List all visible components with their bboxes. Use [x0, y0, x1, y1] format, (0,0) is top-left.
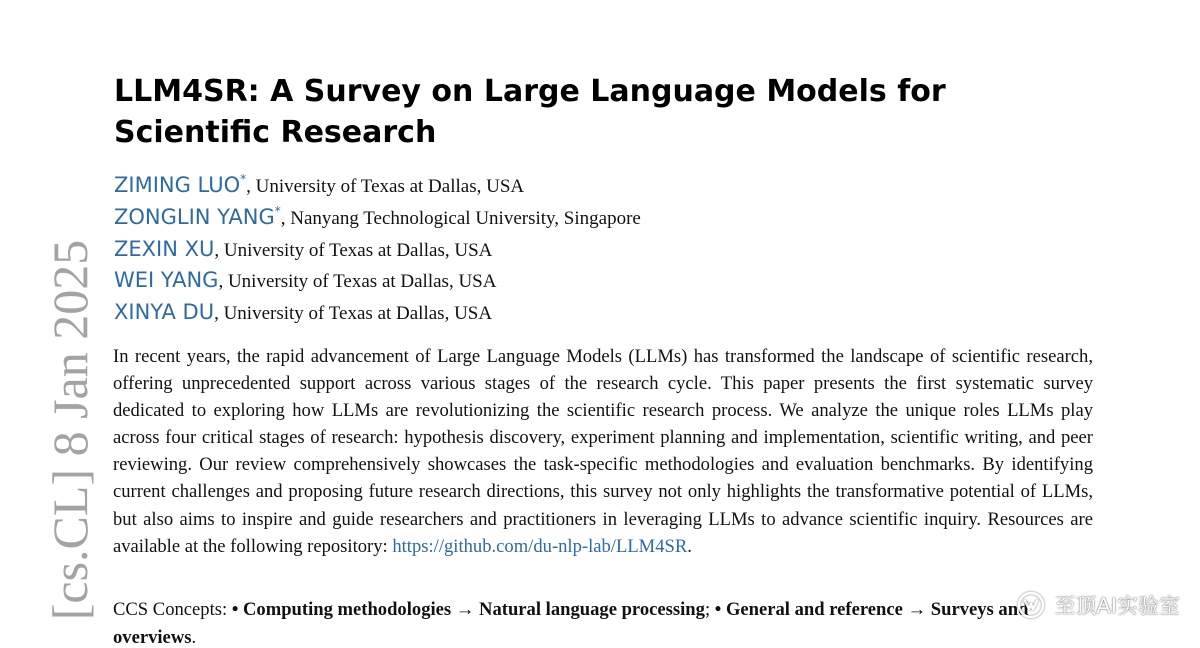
author-name-link[interactable]: WEI YANG	[114, 268, 219, 293]
watermark-text: 至顶AI实验室	[1054, 594, 1180, 618]
author-name-link[interactable]: ZONGLIN YANG	[114, 204, 275, 229]
ccs-separator: ;	[704, 599, 715, 620]
equal-contribution-mark: *	[240, 172, 247, 186]
arxiv-stamp: [cs.CL] 8 Jan 2025	[42, 239, 98, 621]
repository-link[interactable]: https://github.com/du-nlp-lab/LLM4SR	[392, 535, 688, 557]
author-line	[114, 297, 1014, 329]
abstract-text: In recent years, the rapid advancement of Large Language Models (LLMs) has transformed the landscape of scientific research, offering unprecedented support across various stages of the research cycle. This paper presents the first systematic survey dedicated to exploring how LLMs are revolutionizing the scientific research process. We analyze the unique roles LLMs play across four critical stages of research: hypothesis discovery, experiment planning and implementation, scientific writing, and peer reviewing. Our review comprehensively showcases the task-specific methodologies and evaluation benchmarks. By identifying current challenges and proposing future research directions, this survey not only highlights the transformative potential of LLMs, but also aims to inspire and guide researchers and practitioners in leveraging LLMs to advance scientific inquiry. Resources are available at the following repository:	[113, 346, 1093, 557]
ccs-concept-2: General and reference → Surveys and overviews	[113, 599, 1029, 648]
wechat-channel-icon	[1016, 590, 1046, 620]
ccs-bullet: •	[714, 599, 722, 620]
ccs-bullet: •	[231, 599, 239, 620]
author-affiliation: , University of Texas at Dallas, USA	[218, 271, 497, 293]
ccs-label: CCS Concepts:	[113, 599, 232, 620]
author-line	[114, 234, 1014, 266]
paper-title: LLM4SR: A Survey on Large Language Models for Scientific Research	[114, 74, 946, 150]
watermark	[1016, 586, 1180, 624]
ccs-concepts	[113, 596, 1098, 648]
abstract-end: .	[687, 535, 692, 557]
abstract	[113, 343, 1093, 560]
ccs-concept-1: Computing methodologies → Natural language processing	[242, 599, 705, 620]
author-affiliation: , Nanyang Technological University, Singapore	[280, 207, 641, 229]
author-line	[114, 202, 1014, 234]
author-line	[114, 170, 1014, 202]
author-affiliation: , University of Texas at Dallas, USA	[214, 303, 493, 325]
author-name-link[interactable]: ZEXIN XU	[114, 236, 215, 261]
equal-contribution-mark: *	[274, 203, 281, 218]
author-affiliation: , University of Texas at Dallas, USA	[246, 176, 525, 197]
author-name-link[interactable]: ZIMING LUO	[114, 173, 241, 197]
author-name-link[interactable]: XINYA DU	[114, 300, 215, 325]
author-list	[114, 170, 1014, 329]
author-line	[114, 265, 1014, 297]
ccs-end: .	[191, 627, 197, 648]
author-affiliation: , University of Texas at Dallas, USA	[214, 239, 493, 261]
